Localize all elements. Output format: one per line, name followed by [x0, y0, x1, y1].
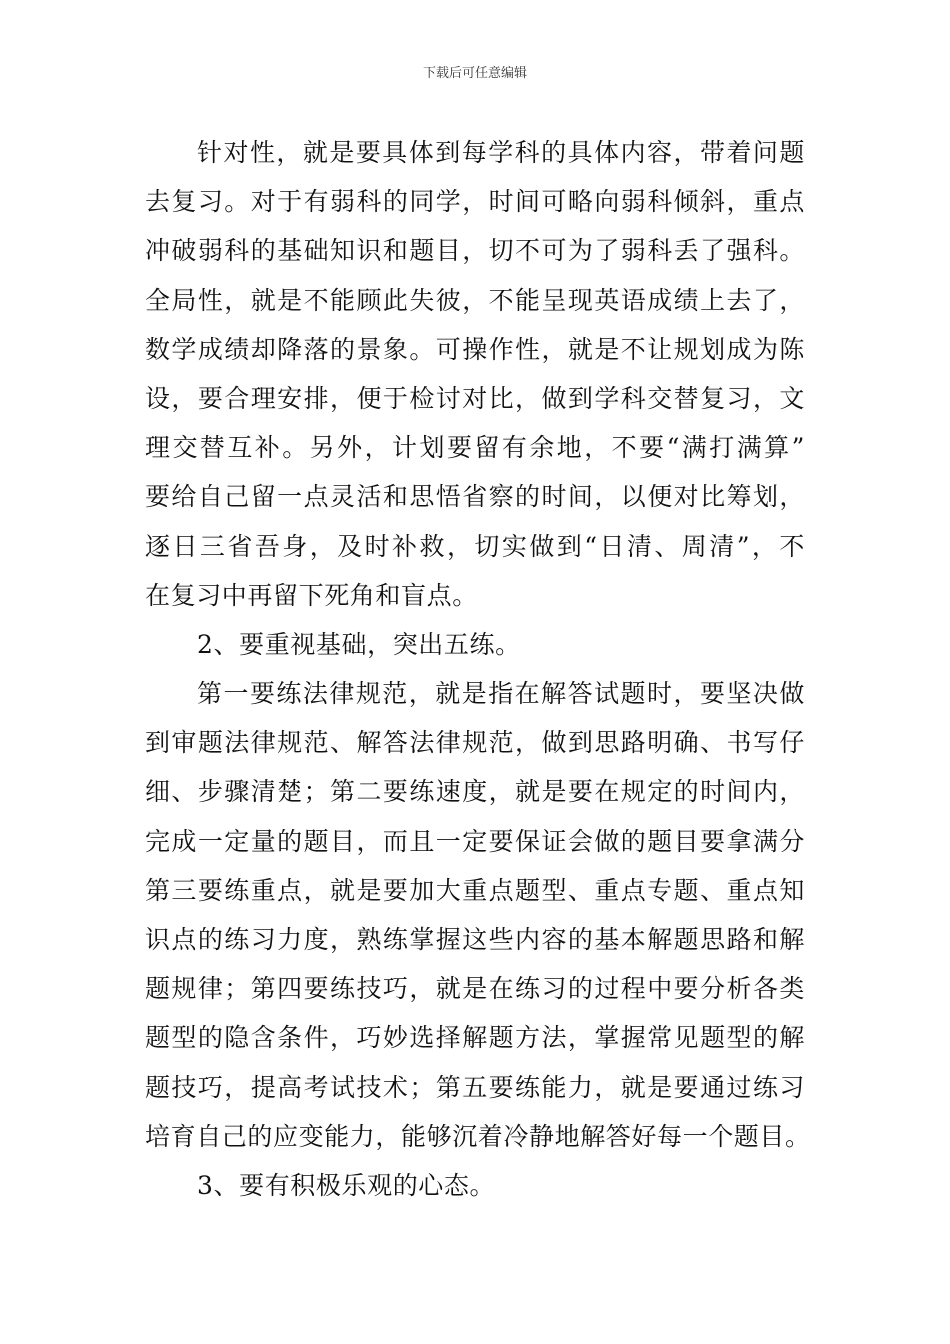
text-line: 针对性，就是要具体到每学科的具体内容，带着问题	[197, 138, 805, 167]
text-line: 要给自己留一点灵活和思悟省察的时间，以便对比筹划，	[145, 482, 805, 512]
text-line: 在复习中再留下死角和盲点。	[145, 580, 478, 610]
text-line: 识点的练习力度，熟练掌握这些内容的基本解题思路和解	[145, 925, 805, 954]
page-header: 下载后可任意编辑	[422, 66, 527, 81]
text-line: 数学成绩却降落的景象。可操作性，就是不让规划成为陈	[145, 334, 805, 364]
section-heading: 2、要重视基础，突出五练。	[197, 629, 521, 659]
text-line: 逐日三省吾身，及时补救，切实做到“日清、周清”，不	[145, 531, 805, 561]
document-body	[145, 128, 811, 1210]
text-line: 设，要合理安排，便于检讨对比，做到学科交替复习，文	[145, 383, 805, 413]
text-line: 完成一定量的题目，而且一定要保证会做的题目要拿满分	[145, 826, 805, 856]
text-line: 第三要练重点，就是要加大重点题型、重点专题、重点知	[145, 875, 805, 905]
text-line: 题规律；第四要练技巧，就是在练习的过程中要分析各类	[145, 974, 805, 1004]
text-line: 全局性，就是不能顾此失彼，不能呈现英语成绩上去了，	[145, 285, 805, 315]
text-line: 冲破弱科的基础知识和题目，切不可为了弱科丢了强科。	[145, 236, 805, 266]
text-line: 题技巧，提高考试技术；第五要练能力，就是要通过练习	[145, 1072, 805, 1102]
text-line: 培育自己的应变能力，能够沉着冷静地解答好每一个题目。	[145, 1121, 811, 1151]
text-line: 细、步骤清楚；第二要练速度，就是要在规定的时间内，	[145, 777, 805, 807]
text-line: 第一要练法律规范，就是指在解答试题时，要坚决做	[197, 679, 805, 709]
text-line: 题型的隐含条件，巧妙选择解题方法，掌握常见题型的解	[145, 1023, 805, 1053]
text-line: 去复习。对于有弱科的同学，时间可略向弱科倾斜，重点	[145, 187, 805, 217]
section-heading: 3、要有积极乐观的心态。	[197, 1170, 496, 1200]
text-line: 理交替互补。另外，计划要留有余地，不要“满打满算”	[145, 433, 805, 463]
text-line: 到审题法律规范、解答法律规范，做到思路明确、书写仔	[145, 728, 805, 758]
